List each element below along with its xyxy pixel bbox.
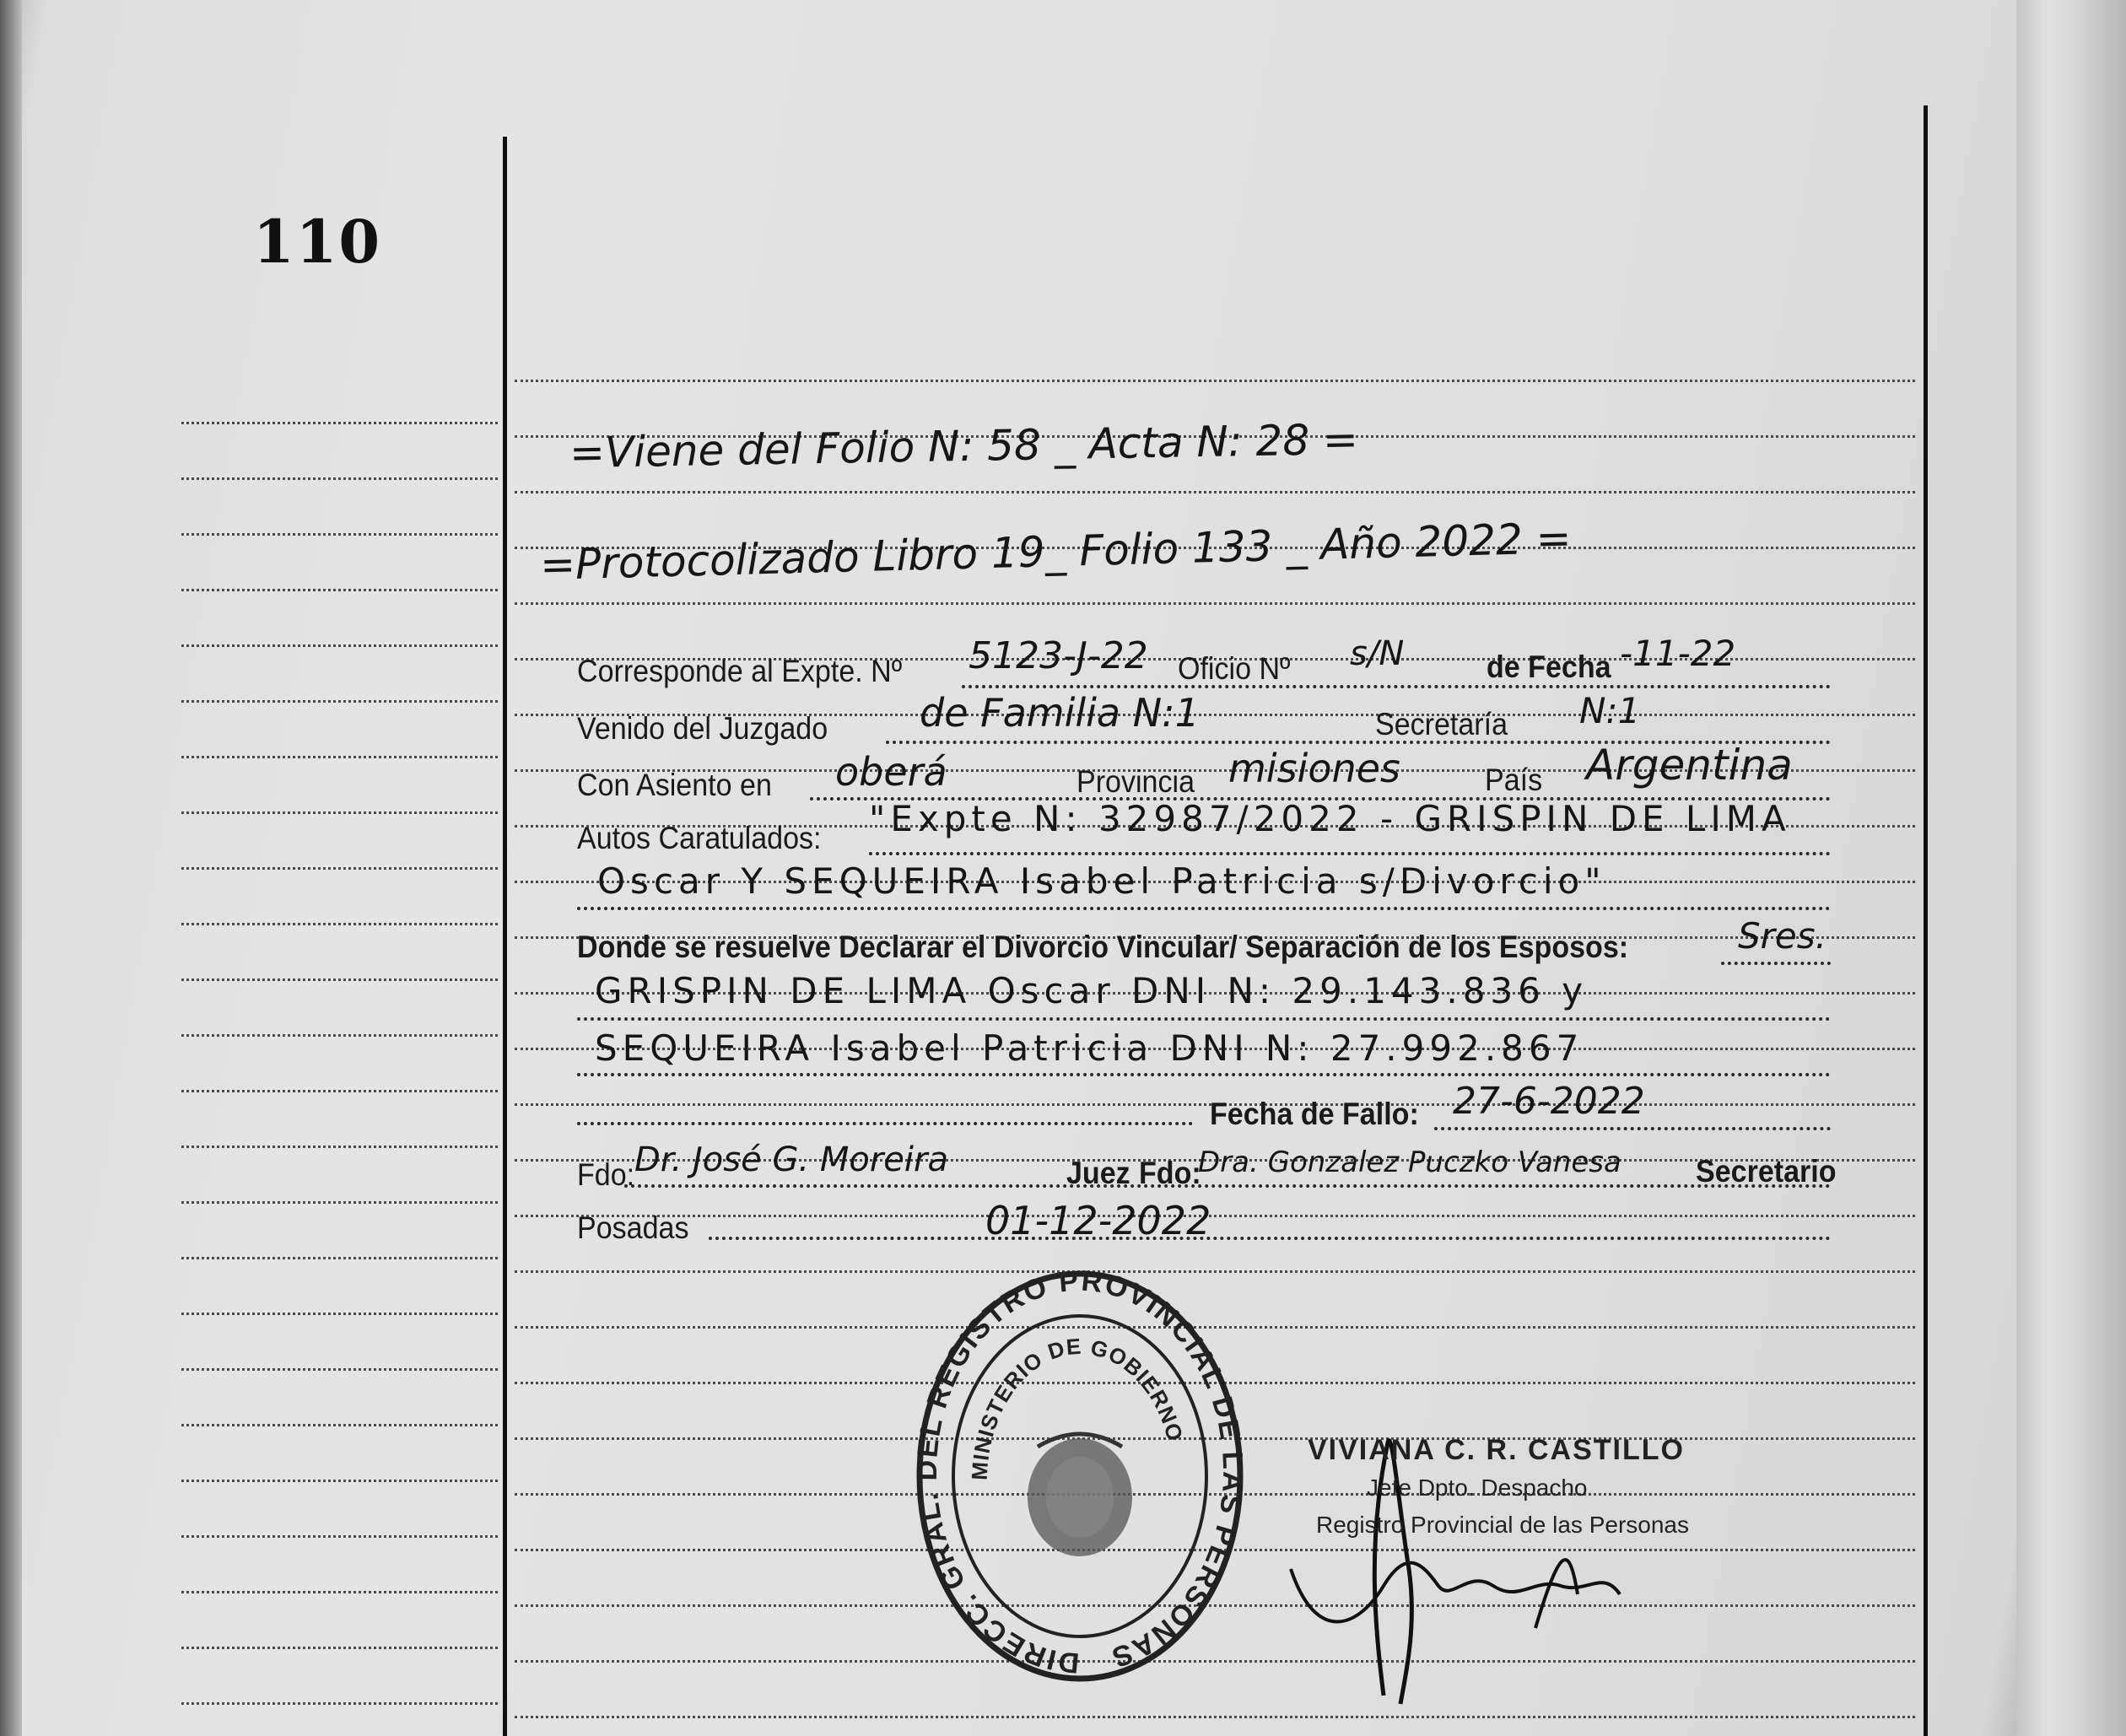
ruled-line: [181, 1313, 498, 1315]
signatory-office: Registro Provincial de las Personas: [1316, 1512, 1689, 1538]
secretaria-value: N:1: [1579, 690, 1641, 731]
fecha-value: -11-22: [1620, 633, 1736, 674]
firmas-fill-line: [624, 1184, 1831, 1188]
folio-number: 110: [253, 207, 382, 277]
juzgado-value: de Familia N:1: [920, 690, 1200, 736]
ruled-line: [181, 422, 498, 424]
seal-coat-of-arms: [1028, 1434, 1132, 1556]
autos-label: Autos Caratulados:: [577, 821, 822, 855]
lugar-fecha-value: 01-12-2022: [985, 1198, 1211, 1243]
expte-value: 5123-J-22: [969, 634, 1148, 677]
fdo-label: Fdo:: [577, 1157, 635, 1192]
ruled-line: [515, 380, 1915, 382]
right-margin-rule: [1924, 105, 1928, 1736]
ruled-line: [181, 1702, 498, 1705]
ruled-line: [181, 1480, 498, 1482]
ruled-line: [515, 491, 1915, 493]
ruled-line: [181, 589, 498, 591]
seal-inner-text: MINISTERIO DE GOBIERNO: [966, 1333, 1189, 1481]
annotation-protocolizado: =Protocolizado Libro 19_ Folio 133 _ Año 2022 =: [539, 514, 1573, 590]
ruled-line: [181, 644, 498, 647]
ruled-line: [181, 811, 498, 814]
pais-value: Argentina: [1586, 741, 1793, 790]
ruled-line: [181, 1034, 498, 1037]
ruled-line: [181, 756, 498, 758]
ruled-line: [181, 1146, 498, 1148]
ruled-line: [181, 1535, 498, 1538]
secretaria-label: Secretaría: [1375, 707, 1508, 741]
expte-fill-line: [962, 685, 1831, 688]
seal-outer-text: DIRECC. GRAL. DEL REGISTRO PROVINCIAL DE LAS PERSONAS: [911, 1270, 1249, 1679]
ruled-line: [181, 533, 498, 536]
expte-label: Corresponde al Expte. Nº: [577, 654, 903, 688]
ruled-line: [181, 1090, 498, 1092]
signatory-role: Jefe Dpto. Despacho: [1367, 1475, 1588, 1501]
ruled-line: [181, 867, 498, 870]
ruled-line: [181, 1201, 498, 1204]
provincia-label: Provincia: [1076, 764, 1195, 799]
party-2: SEQUEIRA Isabel Patricia DNI N: 27.992.867: [595, 1027, 1584, 1069]
pais-label: País: [1485, 763, 1543, 797]
secretario-label: Secretario: [1696, 1154, 1837, 1189]
oficio-value: s/N: [1350, 634, 1405, 673]
fdo2-label: Fdo:: [1139, 1156, 1201, 1190]
ruled-line: [181, 1424, 498, 1426]
party-2-fill-line: [577, 1073, 1831, 1076]
fallo-fill-line: [1434, 1127, 1831, 1130]
juez-label: Juez: [1066, 1156, 1130, 1190]
ruled-line: [181, 1257, 498, 1259]
ruled-line: [181, 477, 498, 480]
party-1-fill-line: [577, 1017, 1831, 1021]
handwritten-signature: [1282, 1375, 1738, 1712]
book-page-edge: [2016, 0, 2126, 1736]
resuelve-value-intro: Sres.: [1738, 915, 1827, 957]
autos-value-line1: "Expte N: 32987/2022 - GRISPIN DE LIMA: [869, 798, 1791, 839]
ruled-line: [515, 602, 1915, 605]
fallo-value: 27-6-2022: [1453, 1080, 1645, 1123]
ruled-line: [515, 1215, 1915, 1217]
fallo-leading-dots: [577, 1122, 1193, 1125]
resuelve-fill-line: [1721, 962, 1831, 965]
provincia-value: misiones: [1228, 746, 1400, 791]
left-margin-rule: [503, 137, 507, 1736]
fecha-label: de Fecha: [1487, 650, 1611, 684]
signature-block: [1282, 1434, 1738, 1704]
ruled-line: [515, 1716, 1915, 1718]
asiento-label: Con Asiento en: [577, 768, 772, 802]
ruled-line: [181, 1647, 498, 1649]
oficio-label: Oficio Nº: [1178, 651, 1291, 686]
asiento-value: oberá: [835, 749, 947, 795]
ruled-line: [181, 979, 498, 981]
ruled-line: [181, 1591, 498, 1593]
ruled-line: [181, 923, 498, 925]
autos-value-line2: Oscar Y SEQUEIRA Isabel Patricia s/Divorcio": [597, 860, 1606, 902]
annotation-viene-del-folio: =Viene del Folio N: 58 _ Acta N: 28 =: [569, 414, 1359, 478]
juzgado-label: Venido del Juzgado: [577, 711, 828, 746]
juez-name: Dr. José G. Moreira: [634, 1140, 948, 1179]
ruled-line: [181, 1368, 498, 1371]
party-1: GRISPIN DE LIMA Oscar DNI N: 29.143.836 y: [595, 970, 1589, 1011]
lugar-fill-line: [709, 1237, 1831, 1240]
secretario-name: Dra. Gonzalez Puczko Vanesa: [1198, 1146, 1621, 1179]
resuelve-label: Donde se resuelve Declarar el Divorcio Vincular/ Separación de los Esposos:: [577, 930, 1629, 964]
signatory-name: VIVIANA C. R. CASTILLO: [1308, 1434, 1685, 1466]
ruled-line: [181, 700, 498, 703]
autos-fill-line1: [869, 852, 1831, 855]
book-spine-edge: [0, 0, 22, 1736]
autos-fill-line2: [577, 907, 1831, 910]
official-seal: [911, 1270, 1249, 1691]
lugar-label: Posadas: [577, 1210, 689, 1245]
fallo-label: Fecha de Fallo:: [1210, 1097, 1419, 1131]
